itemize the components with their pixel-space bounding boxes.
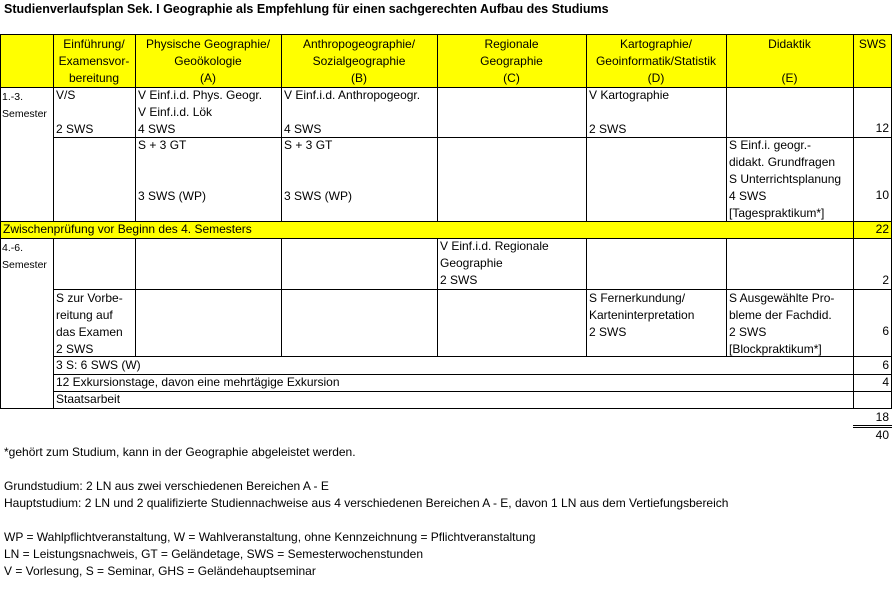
header-regionale-geographie: Regionale Geographie (C) (480, 37, 543, 85)
sws-zwischen: 22 (875, 222, 889, 236)
cell-physische-seminar: S + 3 GT 3 SWS (WP) (138, 138, 206, 203)
sws-total-18: 18 (875, 410, 889, 424)
cell-einfuehrung-sem1: V/S 2 SWS (56, 88, 94, 136)
footnote: *gehört zum Studium, kann in der Geographie abgeleistet werden. (4, 445, 356, 459)
semester-label-4-6: 4.-6. Semester (2, 242, 47, 271)
page-title: Studienverlaufsplan Sek. I Geographie als Empfehlung für einen sachgerechten Aufbau des Studiums (4, 2, 609, 16)
cell-fernerkundung: S Fernerkundung/ Karteninterpretation 2 SWS (589, 291, 695, 339)
header-kartographie: Kartographie/ Geoinformatik/Statistik (D) (595, 37, 717, 85)
header-didaktik: Didaktik (E) (768, 37, 811, 85)
cell-regionale-sem4: V Einf.i.d. Regionale Geographie 2 SWS (440, 239, 549, 287)
note-grundstudium: Grundstudium: 2 LN aus zwei verschiedenen Bereichen A - E (4, 479, 329, 493)
sws-sem1-row1: 12 (875, 121, 889, 135)
cell-kartographie-sem1: V Kartographie 2 SWS (589, 88, 670, 136)
sws-sem4-row1: 2 (882, 273, 889, 287)
sws-total-40: 40 (875, 428, 889, 442)
sws-sem1-row2: 10 (875, 188, 889, 202)
sws-sem4-row4: 4 (882, 375, 889, 389)
header-sws: SWS (858, 37, 887, 51)
header-einfuehrung: Einführung/ Examensvor- bereitung (58, 37, 130, 85)
semester-label-1-3: 1.-3. Semester (2, 91, 47, 120)
header-physische-geographie: Physische Geographie/ Geoökologie (A) (145, 37, 271, 85)
header-anthropogeographie: Anthropogeographie/ Sozialgeographie (B) (302, 37, 416, 85)
sws-sem4-row2: 6 (882, 324, 889, 338)
cell-examen-seminar: S zur Vorbe- reitung auf das Examen 2 SWS (56, 291, 123, 356)
cell-staatsarbeit: Staatsarbeit (56, 392, 121, 406)
legend-wp: WP = Wahlpflichtveranstaltung, W = Wahlveranstaltung, ohne Kennzeichnung = Pflichtveranstaltung (4, 530, 536, 544)
cell-wahl-seminare: 3 S: 6 SWS (W) (56, 358, 141, 372)
cell-didaktik-sem1: S Einf.i. geogr.- didakt. Grundfragen S Unterrichtsplanung 4 SWS [Tagespraktikum*] (729, 138, 842, 220)
cell-anthropo-seminar: S + 3 GT 3 SWS (WP) (284, 138, 352, 203)
note-hauptstudium: Hauptstudium: 2 LN und 2 qualifizierte Studiennachweise aus 4 verschiedenen Bereichen A - E, davon 1 LN aus dem Vertiefungsbereich (4, 496, 729, 510)
sws-sem4-row3: 6 (882, 358, 889, 372)
cell-anthropo-sem1: V Einf.i.d. Anthropogeogr. 4 SWS (284, 88, 421, 136)
cell-exkursion: 12 Exkursionstage, davon eine mehrtägige Exkursion (56, 375, 340, 389)
cell-physische-sem1: V Einf.i.d. Phys. Geogr. V Einf.i.d. Lök 4 SWS (138, 88, 263, 136)
zwischenpruefung-label: Zwischenprüfung vor Beginn des 4. Semesters (3, 222, 252, 236)
cell-didaktik-sem4: S Ausgewählte Pro- bleme der Fachdid. 2 SWS [Blockpraktikum*] (729, 291, 835, 356)
legend-v: V = Vorlesung, S = Seminar, GHS = Geländehauptseminar (4, 564, 316, 578)
legend-ln: LN = Leistungsnachweis, GT = Geländetage, SWS = Semesterwochenstunden (4, 547, 424, 561)
